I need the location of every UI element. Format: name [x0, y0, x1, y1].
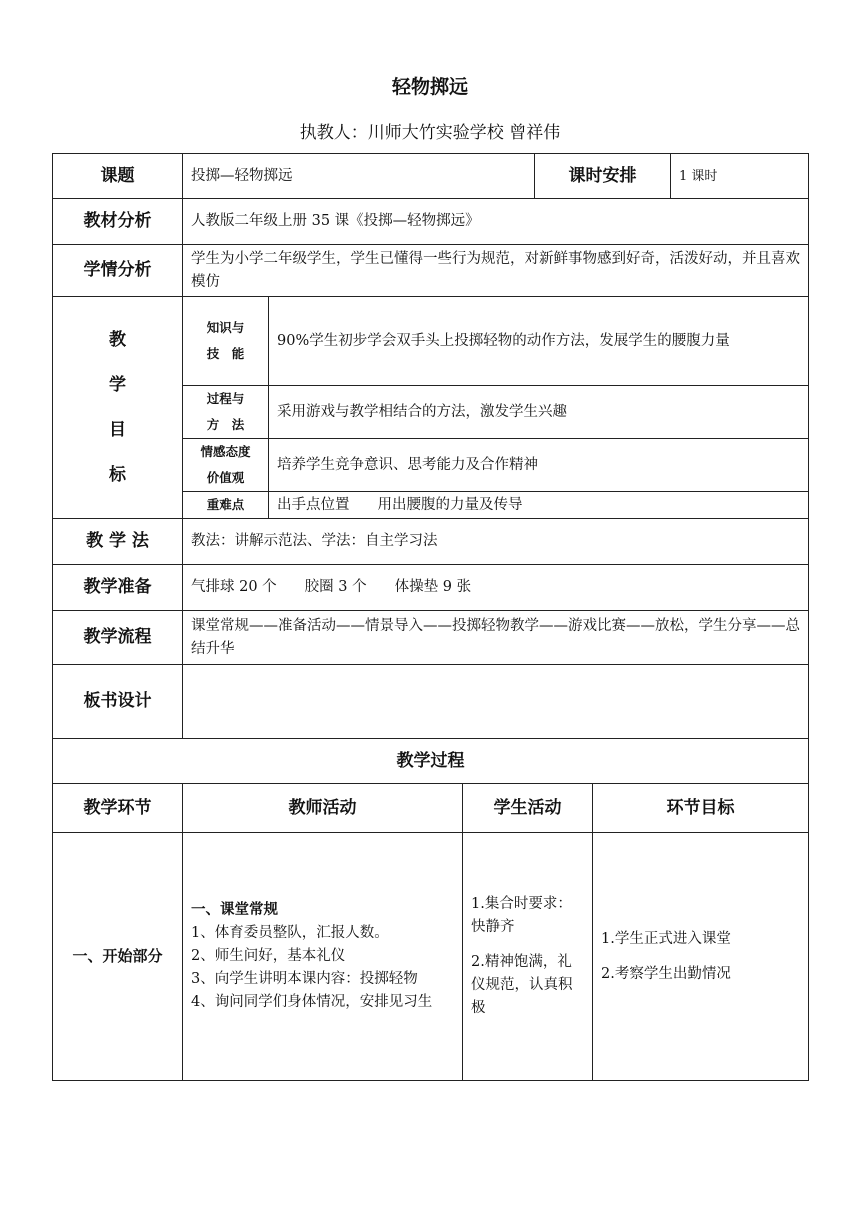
- goal-emotion-label: [183, 439, 269, 492]
- preparation-item: 胶圈 3 个: [304, 579, 367, 595]
- student-analysis-value: 学生为小学二年级学生，学生已懂得一些行为规范，对新鲜事物感到好奇，活泼好动，并且喜欢模仿: [183, 245, 809, 297]
- teacher-activity-line: 3、向学生讲明本课内容：投掷轻物: [191, 971, 418, 987]
- difficulty-label: 重难点: [183, 492, 269, 519]
- schedule-value: 1 课时: [671, 154, 809, 199]
- row-board-design: [53, 665, 809, 739]
- method-label: 教 学 法: [53, 519, 183, 565]
- flow-label: 教学流程: [53, 611, 183, 665]
- row-flow: [53, 611, 809, 665]
- topic-label: 课题: [53, 154, 183, 199]
- goal-label-char: 学: [109, 374, 126, 395]
- goal-sublabel-line: 情感态度: [200, 444, 251, 459]
- difficulty-item: 用出腰腹的力量及传导: [377, 496, 523, 513]
- board-design-value: [183, 665, 809, 739]
- preparation-value: [183, 565, 809, 611]
- document-subtitle: 执教人：川师大竹实验学校 曾祥伟: [299, 123, 561, 143]
- goal-sublabel-line: 技 能: [206, 346, 245, 361]
- goal-sublabel-line: 方 法: [206, 417, 245, 432]
- goal-knowledge-label: [183, 297, 269, 386]
- student-activity-line: 1.集合时要求：快静齐: [471, 896, 572, 935]
- teacher-activity-title: 一、课堂常规: [191, 902, 278, 918]
- header-student-activity: 学生活动: [463, 784, 593, 833]
- process-row: [53, 833, 809, 1081]
- student-activity-line: 2.精神饱满，礼仪规范，认真积极: [471, 954, 573, 1016]
- preparation-label: 教学准备: [53, 565, 183, 611]
- student-activity-cell: [463, 833, 593, 1081]
- row-student-analysis: [53, 245, 809, 297]
- student-analysis-label: 学情分析: [53, 245, 183, 297]
- teacher-activity-line: 4、询问同学们身体情况，安排见习生: [191, 994, 433, 1010]
- difficulty-value: [269, 492, 809, 519]
- goal-label-char: 教: [109, 329, 126, 350]
- process-header-row: [53, 784, 809, 833]
- flow-value: 课堂常规——准备活动——情景导入——投掷轻物教学——游戏比赛——放松，学生分享——总结升华: [183, 611, 809, 665]
- teacher-activity-cell: [183, 833, 463, 1081]
- difficulty-item: 出手点位置: [277, 496, 350, 513]
- schedule-label: 课时安排: [535, 154, 671, 199]
- teacher-activity-line: 2、师生问好，基本礼仪: [191, 948, 346, 964]
- header-teacher-activity: 教师活动: [183, 784, 463, 833]
- header-stage: 教学环节: [53, 784, 183, 833]
- row-process-title: [53, 739, 809, 784]
- row-method: [53, 519, 809, 565]
- row-preparation: [53, 565, 809, 611]
- preparation-item: 体操垫 9 张: [394, 579, 472, 595]
- preparation-item: 气排球 20 个: [191, 579, 277, 595]
- lesson-plan-table: [52, 153, 809, 1081]
- row-material: [53, 199, 809, 245]
- material-value: 人教版二年级上册 35 课《投掷—轻物掷远》: [183, 199, 809, 245]
- goal-sublabel-line: 价值观: [206, 470, 245, 485]
- goal-label-char: 目: [109, 419, 126, 440]
- goal-sublabel-line: 知识与: [206, 320, 245, 335]
- goal-emotion-value: 培养学生竞争意识、思考能力及合作精神: [269, 439, 809, 492]
- material-label: 教材分析: [53, 199, 183, 245]
- stage-goal-line: 1.学生正式进入课堂: [601, 930, 731, 947]
- board-design-label: 板书设计: [53, 665, 183, 739]
- teaching-goals-label: [53, 297, 183, 519]
- header-stage-goal: 环节目标: [593, 784, 809, 833]
- topic-value: 投掷—轻物掷远: [183, 154, 535, 199]
- teacher-activity-line: 1、体育委员整队，汇报人数。: [191, 925, 389, 941]
- goal-process-value: 采用游戏与教学相结合的方法，激发学生兴趣: [269, 386, 809, 439]
- goal-process-label: [183, 386, 269, 439]
- process-title: 教学过程: [53, 739, 809, 784]
- row-topic: [53, 154, 809, 199]
- goal-knowledge-value: 90%学生初步学会双手头上投掷轻物的动作方法，发展学生的腰腹力量: [269, 297, 809, 386]
- goal-sublabel-line: 过程与: [206, 391, 245, 406]
- row-goal-knowledge: [53, 297, 809, 386]
- stage-cell: 一、开始部分: [53, 833, 183, 1081]
- stage-goal-cell: [593, 833, 809, 1081]
- goal-label-char: 标: [109, 464, 126, 485]
- document-title: 轻物掷远: [391, 76, 468, 98]
- stage-goal-line: 2.考察学生出勤情况: [601, 965, 731, 982]
- method-value: 教法：讲解示范法、学法：自主学习法: [183, 519, 809, 565]
